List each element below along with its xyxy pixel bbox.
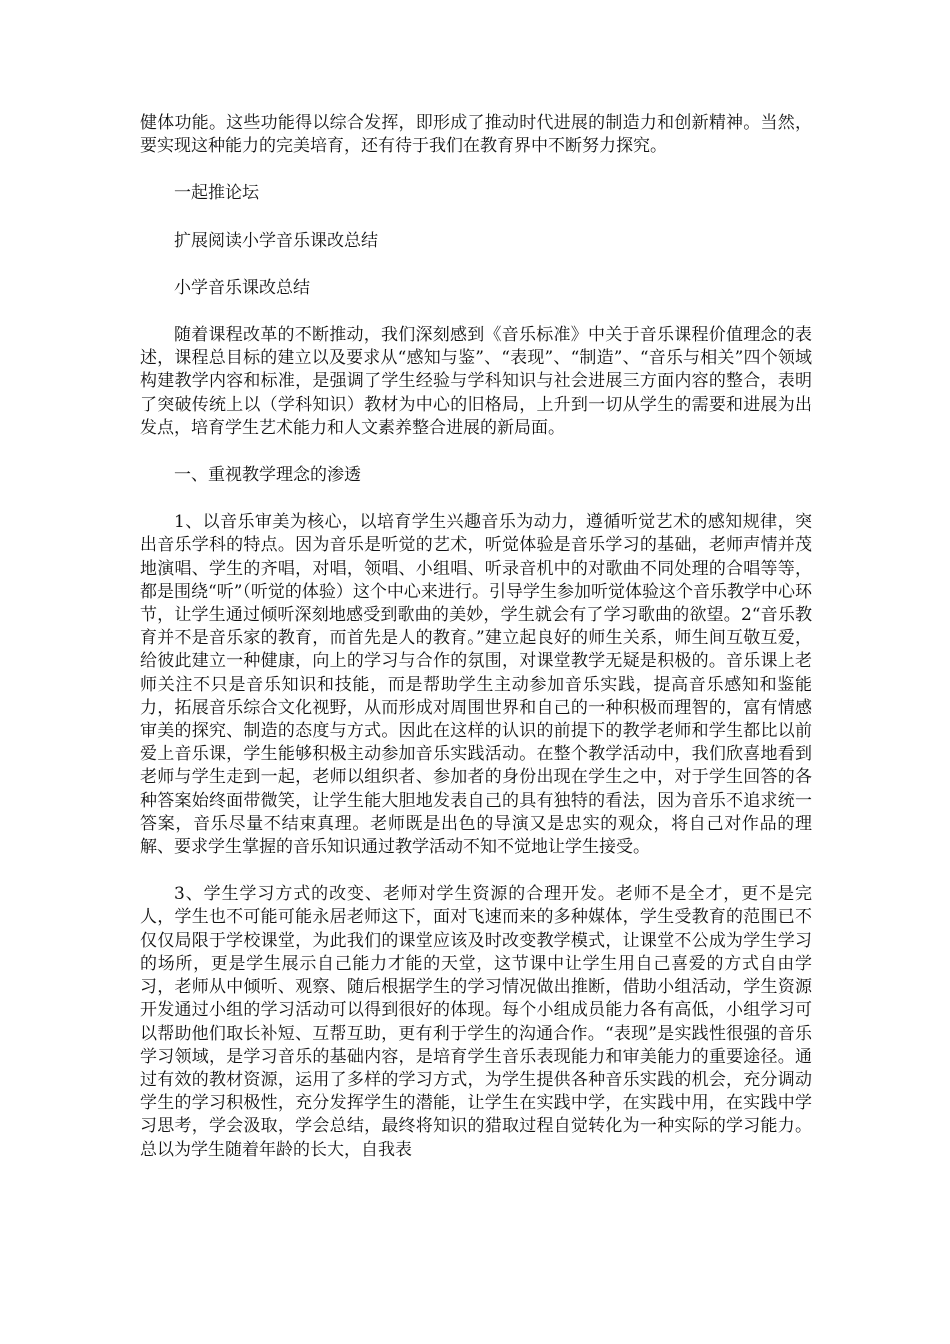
forum-line: 一起推论坛 (174, 183, 259, 204)
section-title: 小学音乐课改总结 (174, 277, 310, 298)
heading-one: 一、重视教学理念的渗透 (174, 465, 361, 486)
paragraph-point-1: 1、以音乐审美为核心，以培育学生兴趣音乐为动力，遵循听觉艺术的感知规律，突出音乐学科的特点。因为音乐是听觉的艺术，听觉体验是音乐学习的基础，老师声情并茂地演唱、学生的齐唱，对唱，领唱、小组唱、听录音机中的对歌曲不同处理的合唱等等，都是围绕“听”（听觉的体验）这个中心来进行。引导学生参加听觉体验这个音乐教学中心环节，让学生通过倾听深刻地感受到歌曲的美妙，学生就会有了学习歌曲的欲望。2“音乐教育并不是音乐家的教育，而首先是人的教育。”建立起良好的师生关系，师生间互敬互爱，给彼此建立一种健康，向上的学习与合作的氛围，对课堂教学无疑是积极的。音乐课上老师关注不只是音乐知识和技能，而是帮助学生主动参加音乐实践，提高音乐感知和鉴能力，拓展音乐综合文化视野，从而形成对周围世界和自己的一种积极而理智的，富有情感审美的探究、制造的态度与方式。因此在这样的认识的前提下的教学老师和学生都比以前爱上音乐课，学生能够积极主动参加音乐实践活动。在整个教学活动中，我们欣喜地看到老师与学生走到一起，老师以组织者、参加者的身份出现在学生之中，对于学生回答的各种答案始终面带微笑，让学生能大胆地发表自己的具有独特的看法，因为音乐不追求统一答案，音乐尽量不结束真理。老师既是出色的导演又是忠实的观众，将自己对作品的理解、要求学生掌握的音乐知识通过教学活动不知不觉地让学生接受。 (140, 512, 812, 858)
intro-paragraph: 随着课程改革的不断推动，我们深刻感到《音乐标准》中关于音乐课程价值理念的表述，课程总目标的建立以及要求从“感知与鉴”、“表现”、“制造”、“音乐与相关”四个领域构建教学内容和标准，是强调了学生经验与学科知识与社会进展三方面内容的整合，表明了突破传统上以（学科知识）教材为中心的旧格局，上升到一切从学生的需要和进展为出发点，培育学生艺术能力和人文素养整合进展的新局面。 (140, 325, 812, 438)
paragraph-point-3: 3、学生学习方式的改变、老师对学生资源的合理开发。老师不是全才，更不是完人，学生也不可能可能永居老师这下，面对飞速而来的多种媒体，学生受教育的范围已不仅仅局限于学校课堂，为此我们的课堂应该及时改变教学模式，让课堂不公成为学生学习的场所，更是学生展示自己能力才能的天堂，这节课中让学生用自己喜爱的方式自由学习，老师从中倾听、观察、随后根据学生的学习情况做出推断，借助小组活动，学生资源开发通过小组的学习活动可以得到很好的体现。每个小组成员能力各有高低，小组学习可以帮助他们取长补短、互帮互助，更有利于学生的沟通合作。“表现”是实践性很强的音乐学习领域，是学习音乐的基础内容，是培育学生音乐表现能力和审美能力的重要途径。通过有效的教材资源，运用了多样的学习方式，为学生提供各种音乐实践的机会，充分调动学生的学习积极性，充分发挥学生的潜能，让学生在实践中学，在实践中用，在实践中学习思考，学会汲取，学会总结，最终将知识的猎取过程自觉转化为一种实际的学习能力。总以为学生随着年龄的长大，自我表 (140, 884, 812, 1160)
document-page (140, 112, 812, 1162)
paragraph-continuation: 健体功能。这些功能得以综合发挥，即形成了推动时代进展的制造力和创新精神。当然，要实现这种能力的完美培育，还有待于我们在教育界中不断努力探究。 (140, 113, 812, 157)
extended-reading-title: 扩展阅读小学音乐课改总结 (174, 230, 378, 251)
